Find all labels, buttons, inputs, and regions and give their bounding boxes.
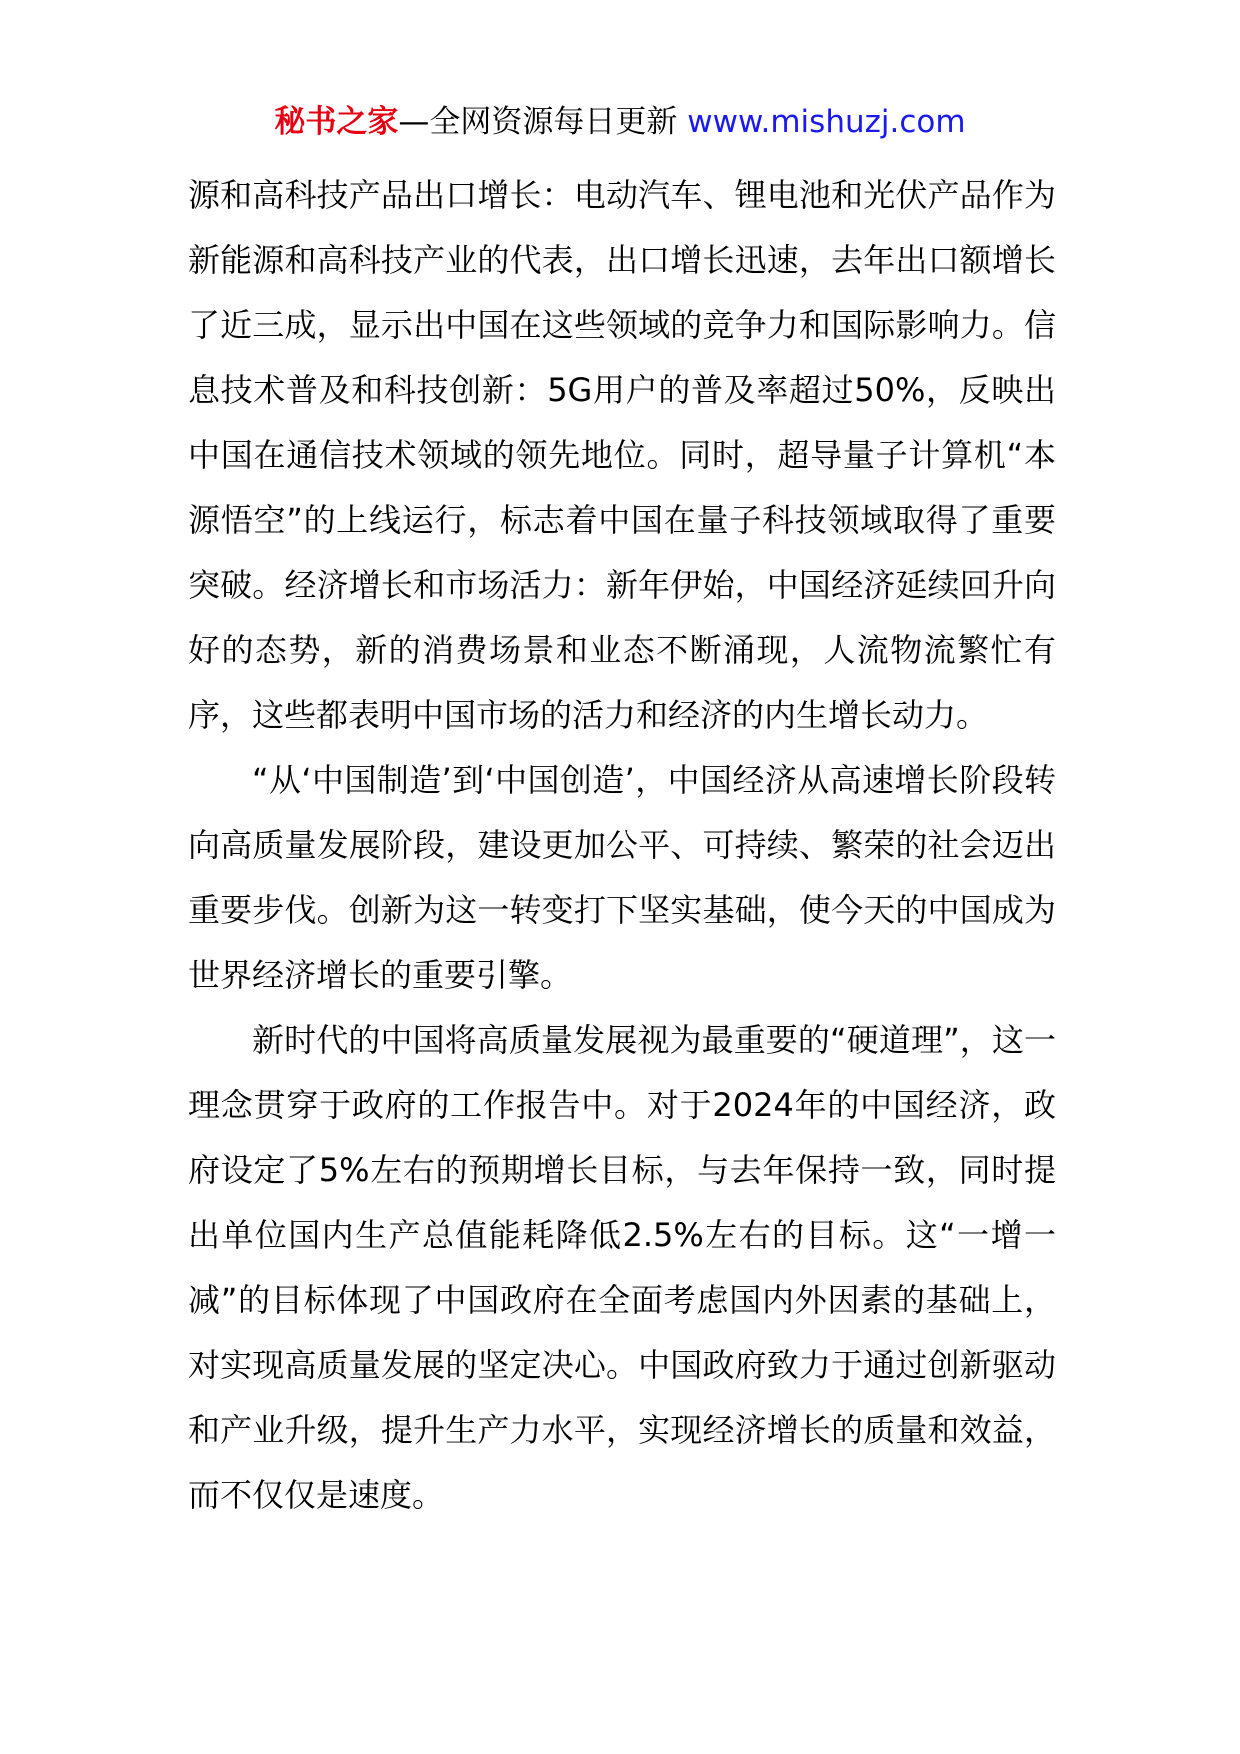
document-body: [188, 163, 1056, 1528]
paragraph-innovation: “从‘中国制造’到‘中国创造’，中国经济从高速增长阶段转向高质量发展阶段，建设更加公平、可持续、繁荣的社会迈出重要步伐。创新为这一转变打下坚实基础，使今天的中国成为世界经济增长的重要引擎。: [188, 761, 1056, 994]
paragraph-continuation: 源和高科技产品出口增长：电动汽车、锂电池和光伏产品作为新能源和高科技产业的代表，出口增长迅速，去年出口额增长了近三成，显示出中国在这些领域的竞争力和国际影响力。信息技术普及和科技创新：5G用户的普及率超过50%，反映出中国在通信技术领域的领先地位。同时，超导量子计算机“本源悟空”的上线运行，标志着中国在量子科技领域取得了重要突破。经济增长和市场活力：新年伊始，中国经济延续回升向好的态势，新的消费场景和业态不断涌现，人流物流繁忙有序，这些都表明中国市场的活力和经济的内生增长动力。: [188, 176, 1056, 734]
website-link[interactable]: www.mishuzj.com: [687, 104, 966, 140]
header-tagline: —全网资源每日更新: [398, 104, 678, 140]
brand-name: 秘书之家: [274, 104, 399, 140]
paragraph-high-quality-development: 新时代的中国将高质量发展视为最重要的“硬道理”，这一理念贯穿于政府的工作报告中。对于2024年的中国经济，政府设定了5%左右的预期增长目标，与去年保持一致，同时提出单位国内生产总值能耗降低2.5%左右的目标。这“一增一减”的目标体现了中国政府在全面考虑国内外因素的基础上，对实现高质量发展的坚定决心。中国政府致力于通过创新驱动和产业升级，提升生产力水平，实现经济增长的质量和效益，而不仅仅是速度。: [188, 1021, 1056, 1514]
page-header: [0, 100, 1240, 144]
